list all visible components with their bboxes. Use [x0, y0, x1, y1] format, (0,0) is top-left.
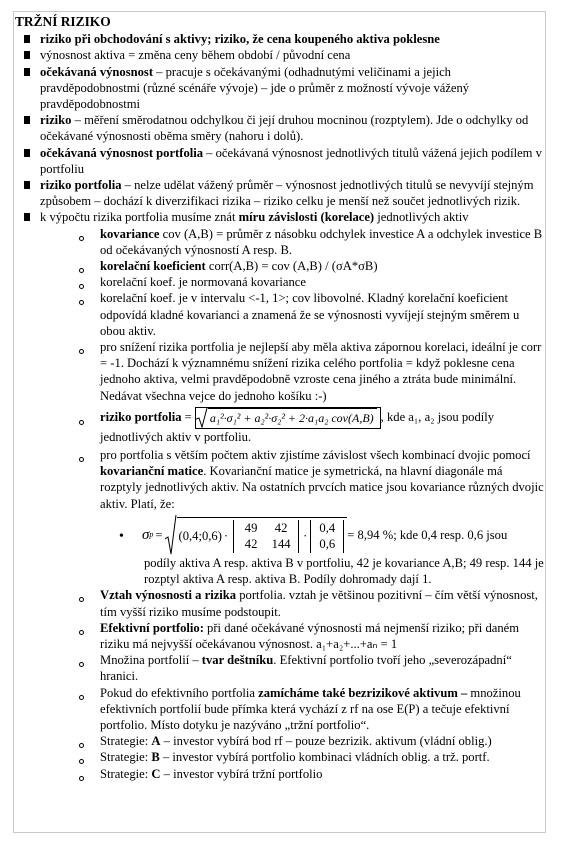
matrix-cell: 42	[274, 521, 288, 536]
circle-bullet-icon	[79, 695, 84, 700]
list-item	[15, 145, 545, 177]
sub-list-item	[15, 620, 545, 652]
sub-list-item	[15, 447, 545, 512]
sub-list-item	[15, 258, 545, 274]
item-bold: C	[151, 766, 161, 781]
item-text: při dané očekávané výnosnosti má nejmenší riziko; při daném riziku má nejvyšší očekávanou výnosnost. a₁+a₂+...+aₙ = 1	[100, 620, 520, 651]
circle-bullet-icon	[79, 743, 84, 748]
item-bold: korelační koeficient	[100, 259, 206, 274]
equals-sign: =	[155, 527, 163, 542]
square-bullet-icon	[24, 213, 30, 221]
vector-cell: 0,6	[319, 537, 336, 552]
item-text: korelační koef. je normovaná kovariance	[100, 275, 306, 290]
document-content	[15, 14, 545, 782]
formula-radicand: a₁²·σ₁² + a₂²·σ₂² + 2·a₁a₂ cov(A,B)	[208, 408, 377, 428]
item-text: pro portfolia s větším počtem aktiv zjistíme závislost všech kombinací dvojic pomocí	[100, 448, 531, 463]
square-bullet-icon	[24, 149, 30, 157]
square-bullet-icon	[24, 116, 30, 124]
item-bold: riziko portfolia	[40, 178, 122, 193]
circle-bullet-icon	[79, 268, 84, 273]
item-text: – pracuje s očekávanými (odhadnutými veličinami a jejich pravděpodobnostmi (různé scénáře vývoje) – jde o průměr z možností vývoje vážený pravděpodobnostmi	[40, 64, 470, 112]
example-explanation: podíly aktiva A resp. aktiva B v portfoliu, 42 je kovariance A,B; 49 resp. 144 je rozptyl aktiva A resp. aktiva B. Podíly dohromady dají 1.	[144, 555, 544, 587]
circle-bullet-icon	[79, 349, 84, 354]
item-text: . Efektivní portfolio tvoří jeho „severozápadní“ hranici.	[100, 653, 512, 684]
item-text: Strategie:	[100, 766, 152, 781]
formula-result: = 8,94 %; kde 0,4 resp. 0,6 jsou	[347, 527, 508, 542]
item-bold: B	[151, 750, 160, 765]
list-item	[15, 47, 545, 63]
sub-list-item	[15, 749, 545, 765]
item-bold: riziko při obchodování s aktivy; riziko, že cena koupeného aktiva poklesne	[40, 32, 440, 47]
item-text: Množina portfolií –	[100, 653, 202, 668]
dot-operator: ·	[223, 529, 229, 544]
list-item	[15, 112, 545, 144]
sub-list-item	[15, 652, 545, 684]
item-text: k výpočtu rizika portfolia musíme znát	[40, 210, 239, 225]
item-text: – investor vybírá tržní portfolio	[160, 766, 323, 781]
matrix-cell: 42	[244, 537, 258, 552]
item-text: Strategie:	[100, 750, 152, 765]
circle-bullet-icon	[79, 776, 84, 781]
item-bold: tvar deštníku	[201, 653, 274, 668]
formula-radicand	[177, 517, 348, 552]
item-bold: zamícháme také bezrizikové aktivum –	[258, 685, 468, 700]
sub-list-item	[15, 587, 545, 619]
sub-list-item	[15, 733, 545, 749]
circle-bullet-icon	[79, 236, 84, 241]
item-text: – nelze udělat vážený průměr – výnosnost jednotlivých titulů se nevyvíjí stejným způsobem – dochází k diverzifikaci rizika – riziko celku je menší než součet jednotlivých rizik.	[40, 178, 534, 209]
circle-bullet-icon	[79, 759, 84, 764]
dot-operator: ·	[303, 529, 308, 544]
row-vector: (0,4;0,6)	[178, 529, 222, 544]
sub-list-item	[15, 226, 545, 258]
sub-list-item	[15, 685, 545, 734]
page-title: TRŽNÍ RIZIKO	[15, 14, 111, 29]
square-bullet-icon	[24, 68, 30, 76]
item-bold: míru závislosti (korelace)	[238, 210, 375, 225]
item-text: množinou efektivních portfolií bude přímka která vychází z rf na ose E(P) a tečuje efektivní portfolio. Místo dotyku je nazýváno „tržní portfolio“.	[100, 685, 521, 732]
item-text: Strategie:	[100, 734, 152, 749]
sqrt-icon	[165, 515, 177, 555]
circle-bullet-icon	[79, 420, 84, 425]
sub-list-item	[15, 274, 545, 290]
item-text: Pokud do efektivního portfolia	[100, 685, 259, 700]
item-text: corr(A,B) = cov (A,B) / (σA*σB)	[205, 259, 378, 274]
item-bold: kovarianční matice	[100, 464, 204, 479]
item-text: – investor vybírá portfolio kombinaci vládních oblig. a trž. portf.	[159, 750, 490, 765]
matrix-cell: 144	[271, 537, 291, 552]
sqrt-icon	[196, 408, 208, 428]
equals-sign: =	[181, 409, 195, 424]
item-bold: A	[151, 734, 161, 749]
covariance-matrix	[233, 520, 299, 552]
item-text: . Kovarianční matice je symetrická, na hlavní diagonále má rozptyly jednotlivých aktiv. Na ostatních prvcích matice jsou kovariance různých dvojic aktiv. Platí, že:	[100, 464, 544, 511]
sub-list-item	[15, 407, 545, 445]
circle-bullet-icon	[79, 597, 84, 602]
square-bullet-icon	[24, 35, 30, 43]
sigma-subscript: p	[149, 529, 154, 539]
item-bold: Vztah výnosnosti a rizika	[100, 588, 237, 603]
circle-bullet-icon	[79, 630, 84, 635]
item-bold: Efektivní portfolio:	[100, 620, 204, 635]
matrix-formula	[142, 515, 507, 555]
circle-bullet-icon	[79, 457, 84, 462]
item-bold: riziko	[40, 113, 72, 128]
vector-cell: 0,4	[319, 521, 336, 536]
matrix-cell: 49	[244, 521, 258, 536]
item-bold: kovariance	[100, 226, 160, 241]
item-text: , kde a₁, a₂ jsou podíly jednotlivých aktiv v portfoliu.	[100, 409, 495, 444]
list-item	[15, 209, 545, 225]
list-item	[15, 64, 545, 113]
circle-bullet-icon	[79, 662, 84, 667]
list-item	[15, 177, 545, 209]
circle-bullet-icon	[79, 300, 84, 305]
circle-bullet-icon	[79, 284, 84, 289]
item-text: výnosnost aktiva = změna ceny během období / původní cena	[40, 48, 351, 63]
item-text: jednotlivých aktiv	[374, 210, 469, 225]
item-text: portfolia. vztah je většinou pozitivní – čím větší výnosnost, tím vyšší riziko musíme podstoupit.	[100, 588, 538, 619]
item-text: – investor vybírá bod rf – pouze bezrizik. aktivum (vládní oblig.)	[160, 734, 492, 749]
sigma-symbol: σ	[142, 526, 150, 543]
sub-list-item	[15, 766, 545, 782]
risk-formula	[195, 407, 381, 429]
small-bullet-icon: •	[119, 528, 124, 544]
item-text: cov (A,B) = průměr z násobku odchylek investice A a odchylek investice B od očekávaných výnosností A resp. B.	[100, 226, 543, 257]
list-item	[15, 31, 545, 47]
document-page	[13, 11, 546, 833]
sub-list-item	[15, 290, 545, 339]
sub-list-item	[15, 339, 545, 404]
item-text: – očekávaná výnosnost jednotlivých titulů vážená jejich podílem v portfoliu	[40, 145, 542, 176]
item-bold: očekávaná výnosnost	[40, 64, 154, 79]
square-bullet-icon	[24, 51, 30, 59]
item-text: – měření směrodatnou odchylkou či její druhou mocninou (rozptylem). Jde o odchylky od očekávané výnosnosti oběma směry (nahoru i dolů).	[40, 113, 529, 144]
square-bullet-icon	[24, 181, 30, 189]
item-text: korelační koef. je v intervalu <-1, 1>; cov libovolné. Kladný korelační koeficient odpovídá kladné kovarianci a znamená že se výnosnosti vyvíjejí stejným směrem u obou aktiv.	[100, 291, 520, 338]
item-text: pro snížení rizika portfolia je nejlepší aby měla aktiva zápornou korelaci, ideální je corr = -1. Dochází k významnému snížení rizika celého portfolia = když poklesne cena jednoho aktiva, velmi pravděpodobně vzroste cena jiného a ztráta bude minimální. Nedávat všechna vejce do jednoho košíku :-)	[100, 340, 542, 403]
item-bold: riziko portfolia	[100, 409, 182, 424]
example-item	[15, 515, 545, 587]
column-vector	[310, 520, 344, 552]
item-bold: očekávaná výnosnost portfolia	[40, 145, 204, 160]
